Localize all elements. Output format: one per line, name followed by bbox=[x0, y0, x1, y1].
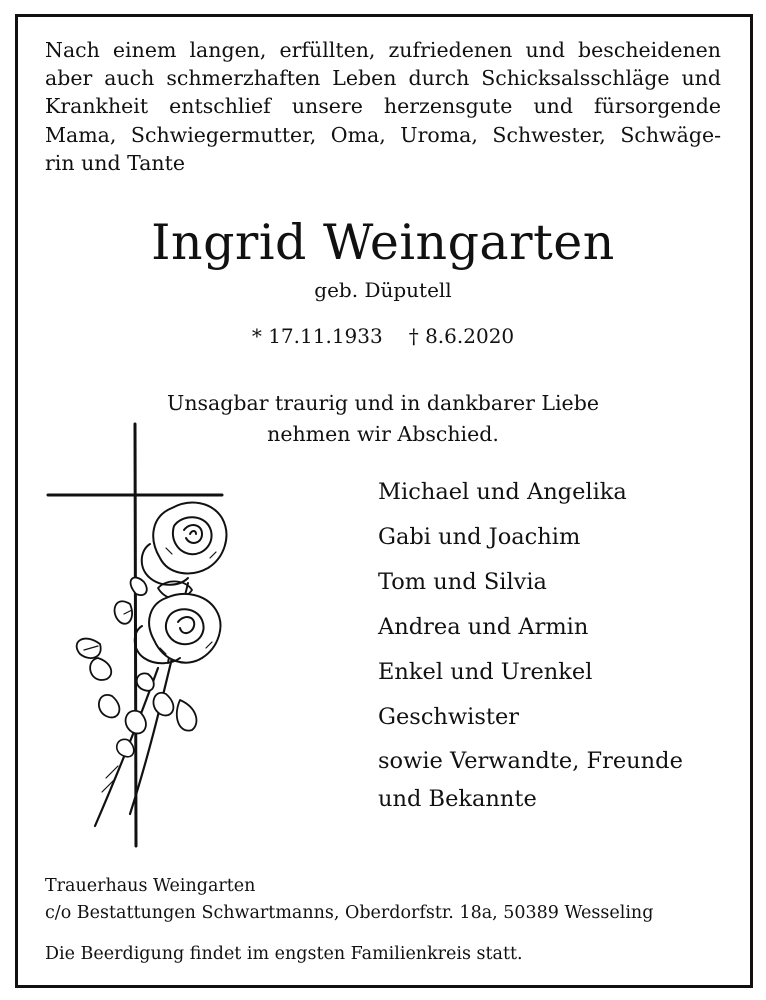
intro-line: rin und Tante bbox=[45, 150, 185, 175]
intro-line: Nach einem langen, erfüllten, zufriedenen und bescheidenen bbox=[45, 38, 721, 62]
mourner-entry: Andrea und Armin bbox=[378, 614, 589, 640]
death-date: † 8.6.2020 bbox=[408, 324, 515, 348]
intro-line: aber auch schmerzhaften Leben durch Schicksalsschläge und bbox=[45, 66, 721, 91]
farewell-line: nehmen wir Abschied. bbox=[267, 422, 499, 446]
mourner-entry: Geschwister bbox=[378, 704, 520, 730]
deceased-name: Ingrid Weingarten bbox=[151, 214, 615, 271]
birth-date: * 17.11.1933 bbox=[251, 324, 383, 348]
intro-line: Mama, Schwiegermutter, Oma, Uroma, Schwester, Schwäge- bbox=[45, 122, 721, 147]
farewell-line: Unsagbar traurig und in dankbarer Liebe bbox=[167, 391, 599, 415]
mourners-list bbox=[378, 470, 728, 818]
maiden-name: geb. Düputell bbox=[314, 278, 452, 302]
address-line: c/o Bestattungen Schwartmanns, Oberdorfstr. 18a, 50389 Wesseling bbox=[45, 903, 654, 923]
mourner-entry: sowie Verwandte, Freunde und Bekannte bbox=[378, 748, 683, 812]
footer-block bbox=[45, 873, 653, 968]
cross-with-roses-icon bbox=[40, 418, 240, 850]
mourner-entry: Tom und Silvia bbox=[378, 569, 547, 595]
funeral-note: Die Beerdigung findet im engsten Familienkreis statt. bbox=[45, 944, 523, 964]
mourner-entry: Enkel und Urenkel bbox=[378, 659, 593, 685]
intro-paragraph bbox=[45, 36, 721, 177]
mourner-entry: Gabi und Joachim bbox=[378, 524, 581, 550]
intro-line: Krankheit entschlief unsere herzensgute und fürsorgende bbox=[45, 94, 721, 119]
mourner-entry: Michael und Angelika bbox=[378, 479, 627, 505]
address-line: Trauerhaus Weingarten bbox=[45, 876, 256, 896]
life-dates bbox=[0, 322, 766, 350]
